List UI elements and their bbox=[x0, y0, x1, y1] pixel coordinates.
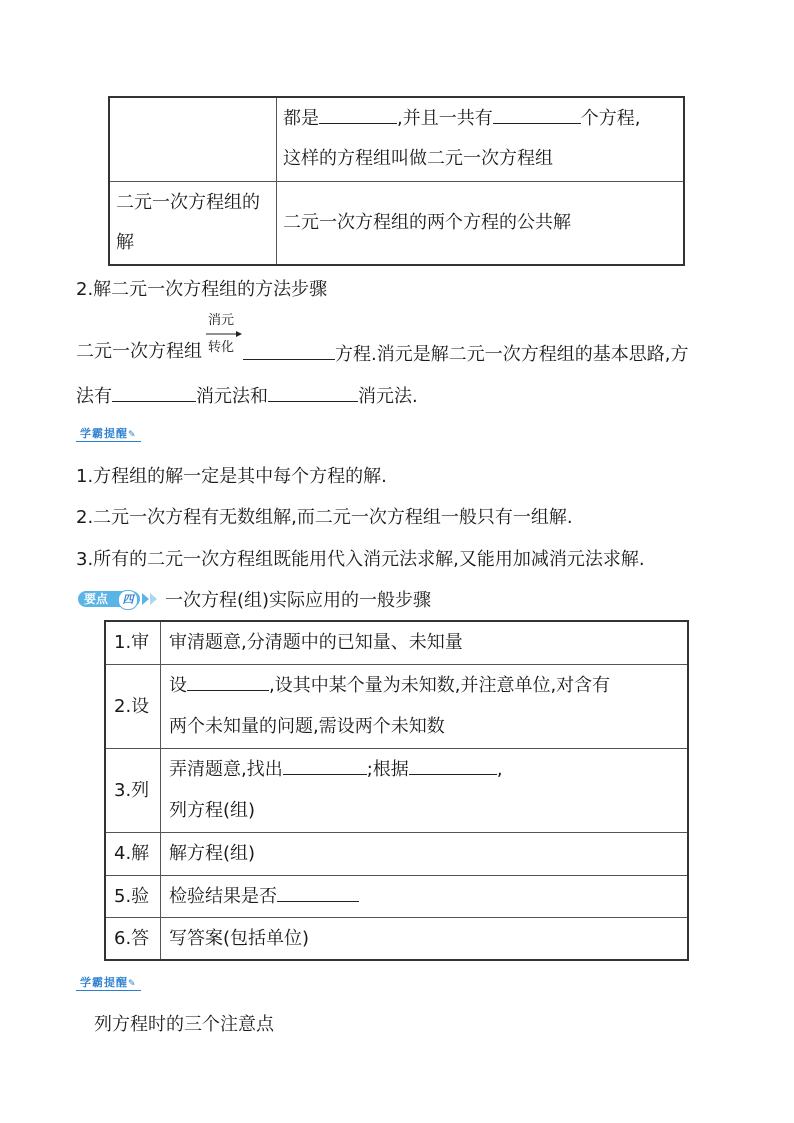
step-content: 解方程(组) bbox=[161, 832, 689, 875]
tip-item: 2.二元一次方程有无数组解,而二元一次方程组一般只有一组解. bbox=[76, 507, 573, 528]
pencil-icon: ✎ bbox=[128, 979, 137, 989]
fill-blank[interactable] bbox=[283, 756, 367, 775]
tip-item: 3.所有的二元一次方程组既能用代入消元法求解,又能用加减消元法求解. bbox=[76, 549, 645, 570]
step-content bbox=[161, 664, 689, 748]
step-content bbox=[161, 748, 689, 832]
solution-term-cell: 二元一次方程组的解 bbox=[109, 181, 277, 265]
tip-badge bbox=[76, 427, 141, 442]
text: 方程.消元是解二元一次方程组的基本思路,方 bbox=[335, 344, 689, 365]
step-label: 6.答 bbox=[105, 917, 161, 960]
play-icon bbox=[142, 593, 149, 605]
text: ,设其中某个量为未知数,并注意单位,对含有 bbox=[269, 675, 611, 696]
step-label: 5.验 bbox=[105, 875, 161, 917]
text: 二元一次方程组 bbox=[76, 341, 202, 362]
point-badge bbox=[78, 591, 162, 607]
arrow-label-top: 消元 bbox=[208, 313, 235, 328]
section-heading: 2.解二元一次方程组的方法步骤 bbox=[76, 279, 328, 300]
step-content bbox=[161, 875, 689, 917]
text: 都是 bbox=[283, 108, 319, 130]
pencil-icon: ✎ bbox=[128, 430, 137, 440]
fill-blank[interactable] bbox=[277, 883, 359, 902]
text: 个方程, bbox=[580, 108, 641, 130]
fill-blank[interactable] bbox=[409, 756, 497, 775]
tip-badge-label: 学霸提醒 bbox=[80, 976, 128, 989]
solution-definition-cell: 二元一次方程组的两个方程的公共解 bbox=[277, 181, 685, 265]
step-label: 3.列 bbox=[105, 748, 161, 832]
point-badge-number: 四 bbox=[118, 590, 138, 610]
definition-table-cell bbox=[277, 97, 685, 181]
step-content: 写答案(包括单位) bbox=[161, 917, 689, 960]
tip-item: 1.方程组的解一定是其中每个方程的解. bbox=[76, 466, 387, 487]
step-label: 2.设 bbox=[105, 664, 161, 748]
arrow-label-bottom: 转化 bbox=[208, 340, 235, 355]
tip-badge bbox=[76, 976, 141, 991]
text: ;根据 bbox=[366, 759, 409, 780]
text: 消元法和 bbox=[196, 386, 268, 407]
step-label: 1.审 bbox=[105, 621, 161, 664]
text: 弄清题意,找出 bbox=[169, 759, 283, 780]
step-label: 4.解 bbox=[105, 832, 161, 875]
fill-blank[interactable] bbox=[112, 383, 196, 402]
fill-blank[interactable] bbox=[493, 105, 581, 124]
definition-table bbox=[108, 96, 685, 266]
text: , bbox=[496, 759, 503, 780]
closing-text: 列方程时的三个注意点 bbox=[94, 1014, 274, 1035]
section-title: 一次方程(组)实际应用的一般步骤 bbox=[165, 590, 432, 611]
text: ,并且一共有 bbox=[397, 108, 493, 130]
fill-blank[interactable] bbox=[268, 383, 358, 402]
fill-blank[interactable] bbox=[243, 341, 335, 360]
fill-blank[interactable] bbox=[319, 105, 397, 124]
text: 消元法. bbox=[358, 386, 418, 407]
tip-badge-label: 学霸提醒 bbox=[80, 427, 128, 440]
text: 法有 bbox=[76, 386, 112, 407]
right-arrow-icon bbox=[206, 330, 242, 338]
steps-table bbox=[104, 620, 689, 961]
play-icon bbox=[150, 593, 157, 605]
definition-table-empty-cell bbox=[109, 97, 277, 181]
text: 这样的方程组叫做二元一次方程组 bbox=[283, 148, 553, 170]
text: 列方程(组) bbox=[169, 800, 256, 821]
fill-blank[interactable] bbox=[187, 672, 269, 691]
point-badge-label: 要点 bbox=[84, 592, 109, 606]
step-content: 审清题意,分清题中的已知量、未知量 bbox=[161, 621, 689, 664]
text: 两个未知量的问题,需设两个未知数 bbox=[169, 716, 445, 737]
text: 检验结果是否 bbox=[169, 885, 277, 907]
text: 设 bbox=[169, 675, 187, 696]
